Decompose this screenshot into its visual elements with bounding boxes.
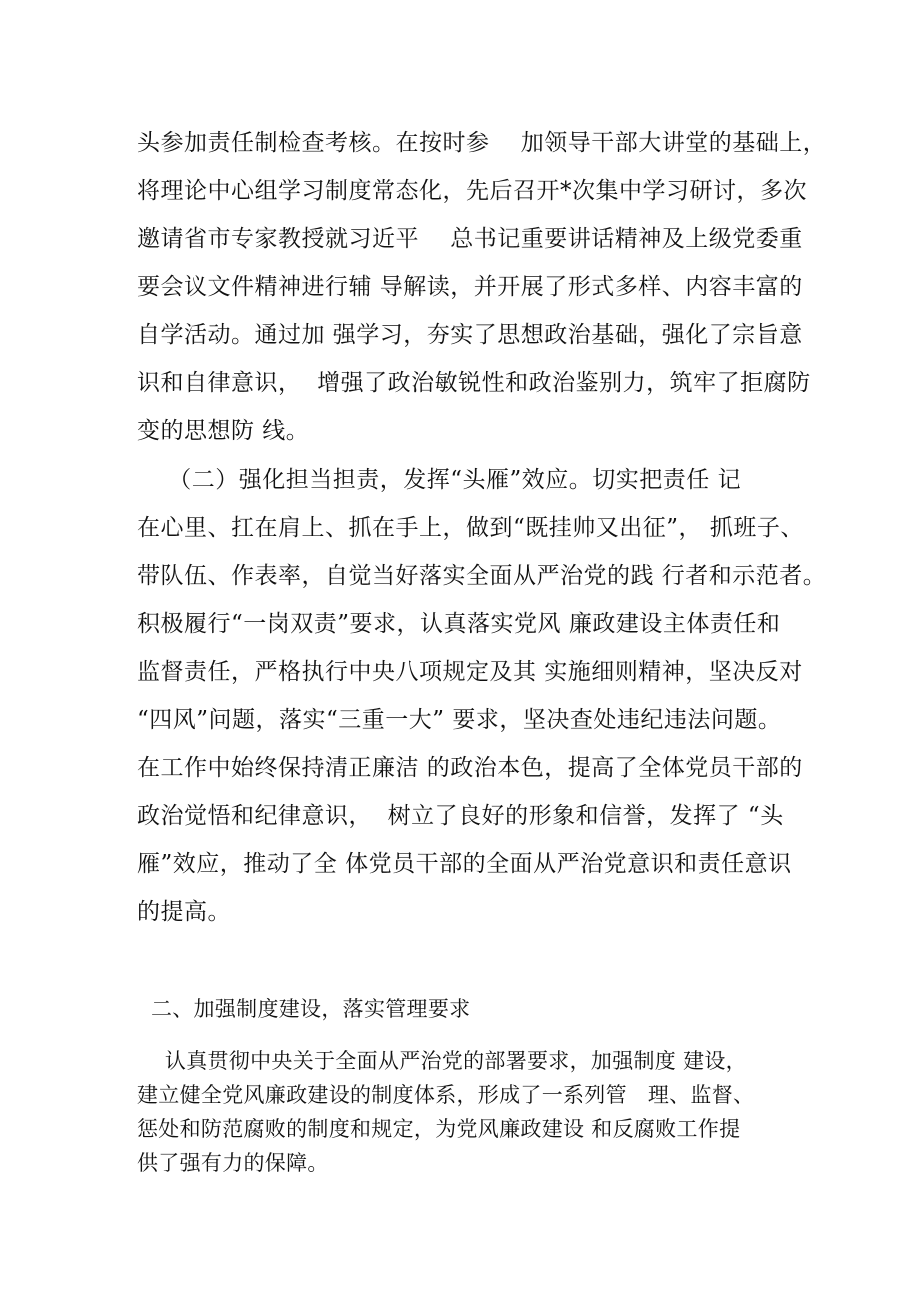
subsection-heading-line: （二）强化担当担责，发挥“头雁”效应。切实把责任 记 <box>137 467 742 493</box>
paragraph-line: 将理论中心组学习制度常态化，先后召开*次集中学习研讨，多次 <box>137 178 807 204</box>
paragraph-line: 要会议文件精神进行辅 导解读，并开展了形式多样、内容丰富的 <box>137 274 803 300</box>
paragraph-line: 政治觉悟和纪律意识， 树立了良好的形象和信誉，发挥了 “头 <box>137 803 784 829</box>
paragraph-line: 的提高。 <box>137 899 231 925</box>
paragraph-line: 认真贯彻中央关于全面从严治党的部署要求，加强制度 建设， <box>137 1049 747 1073</box>
paragraph-line: 在工作中始终保持清正廉洁 的政治本色，提高了全体党员干部的 <box>137 755 803 781</box>
paragraph-line: 雁”效应，推动了全 体党员干部的全面从严治党意识和责任意识 <box>137 851 792 877</box>
paragraph-line: 自学活动。通过加 强学习，夯实了思想政治基础，强化了宗旨意 <box>137 322 803 348</box>
paragraph-line: 头参加责任制检查考核。在按时参 加领导干部大讲堂的基础上， <box>137 130 827 156</box>
paragraph-line: 识和自律意识， 增强了政治敏锐性和政治鉴别力，筑牢了拒腐防 <box>137 370 811 396</box>
paragraph-line: 监督责任，严格执行中央八项规定及其 实施细则精神，坚决反对 <box>137 659 803 685</box>
paragraph-line: 积极履行“一岗双责”要求，认真落实党风 廉政建设主体责任和 <box>137 611 781 637</box>
paragraph-line: 变的思想防 线。 <box>137 418 310 444</box>
paragraph-line: 建立健全党风廉政建设的制度体系，形成了一系列管 理、监督、 <box>137 1083 755 1107</box>
paragraph-line: 供了强有力的保障。 <box>137 1151 329 1175</box>
paragraph-line: 带队伍、作表率，自觉当好落实全面从严治党的践 行者和示范者。 <box>137 563 827 589</box>
paragraph-line: 惩处和防范腐败的制度和规定，为党风廉政建设 和反腐败工作提 <box>137 1117 741 1141</box>
paragraph-line: “四风”问题，落实“三重一大” 要求，坚决查处违纪违法问题。 <box>137 707 782 733</box>
section-heading: 二、加强制度建设，落实管理要求 <box>137 997 471 1021</box>
paragraph-line: 在心里、扛在肩上、抓在手上，做到“既挂帅又出征”， 抓班子、 <box>137 515 804 541</box>
paragraph-line: 邀请省市专家教授就习近平 总书记重要讲话精神及上级党委重 <box>137 226 803 252</box>
